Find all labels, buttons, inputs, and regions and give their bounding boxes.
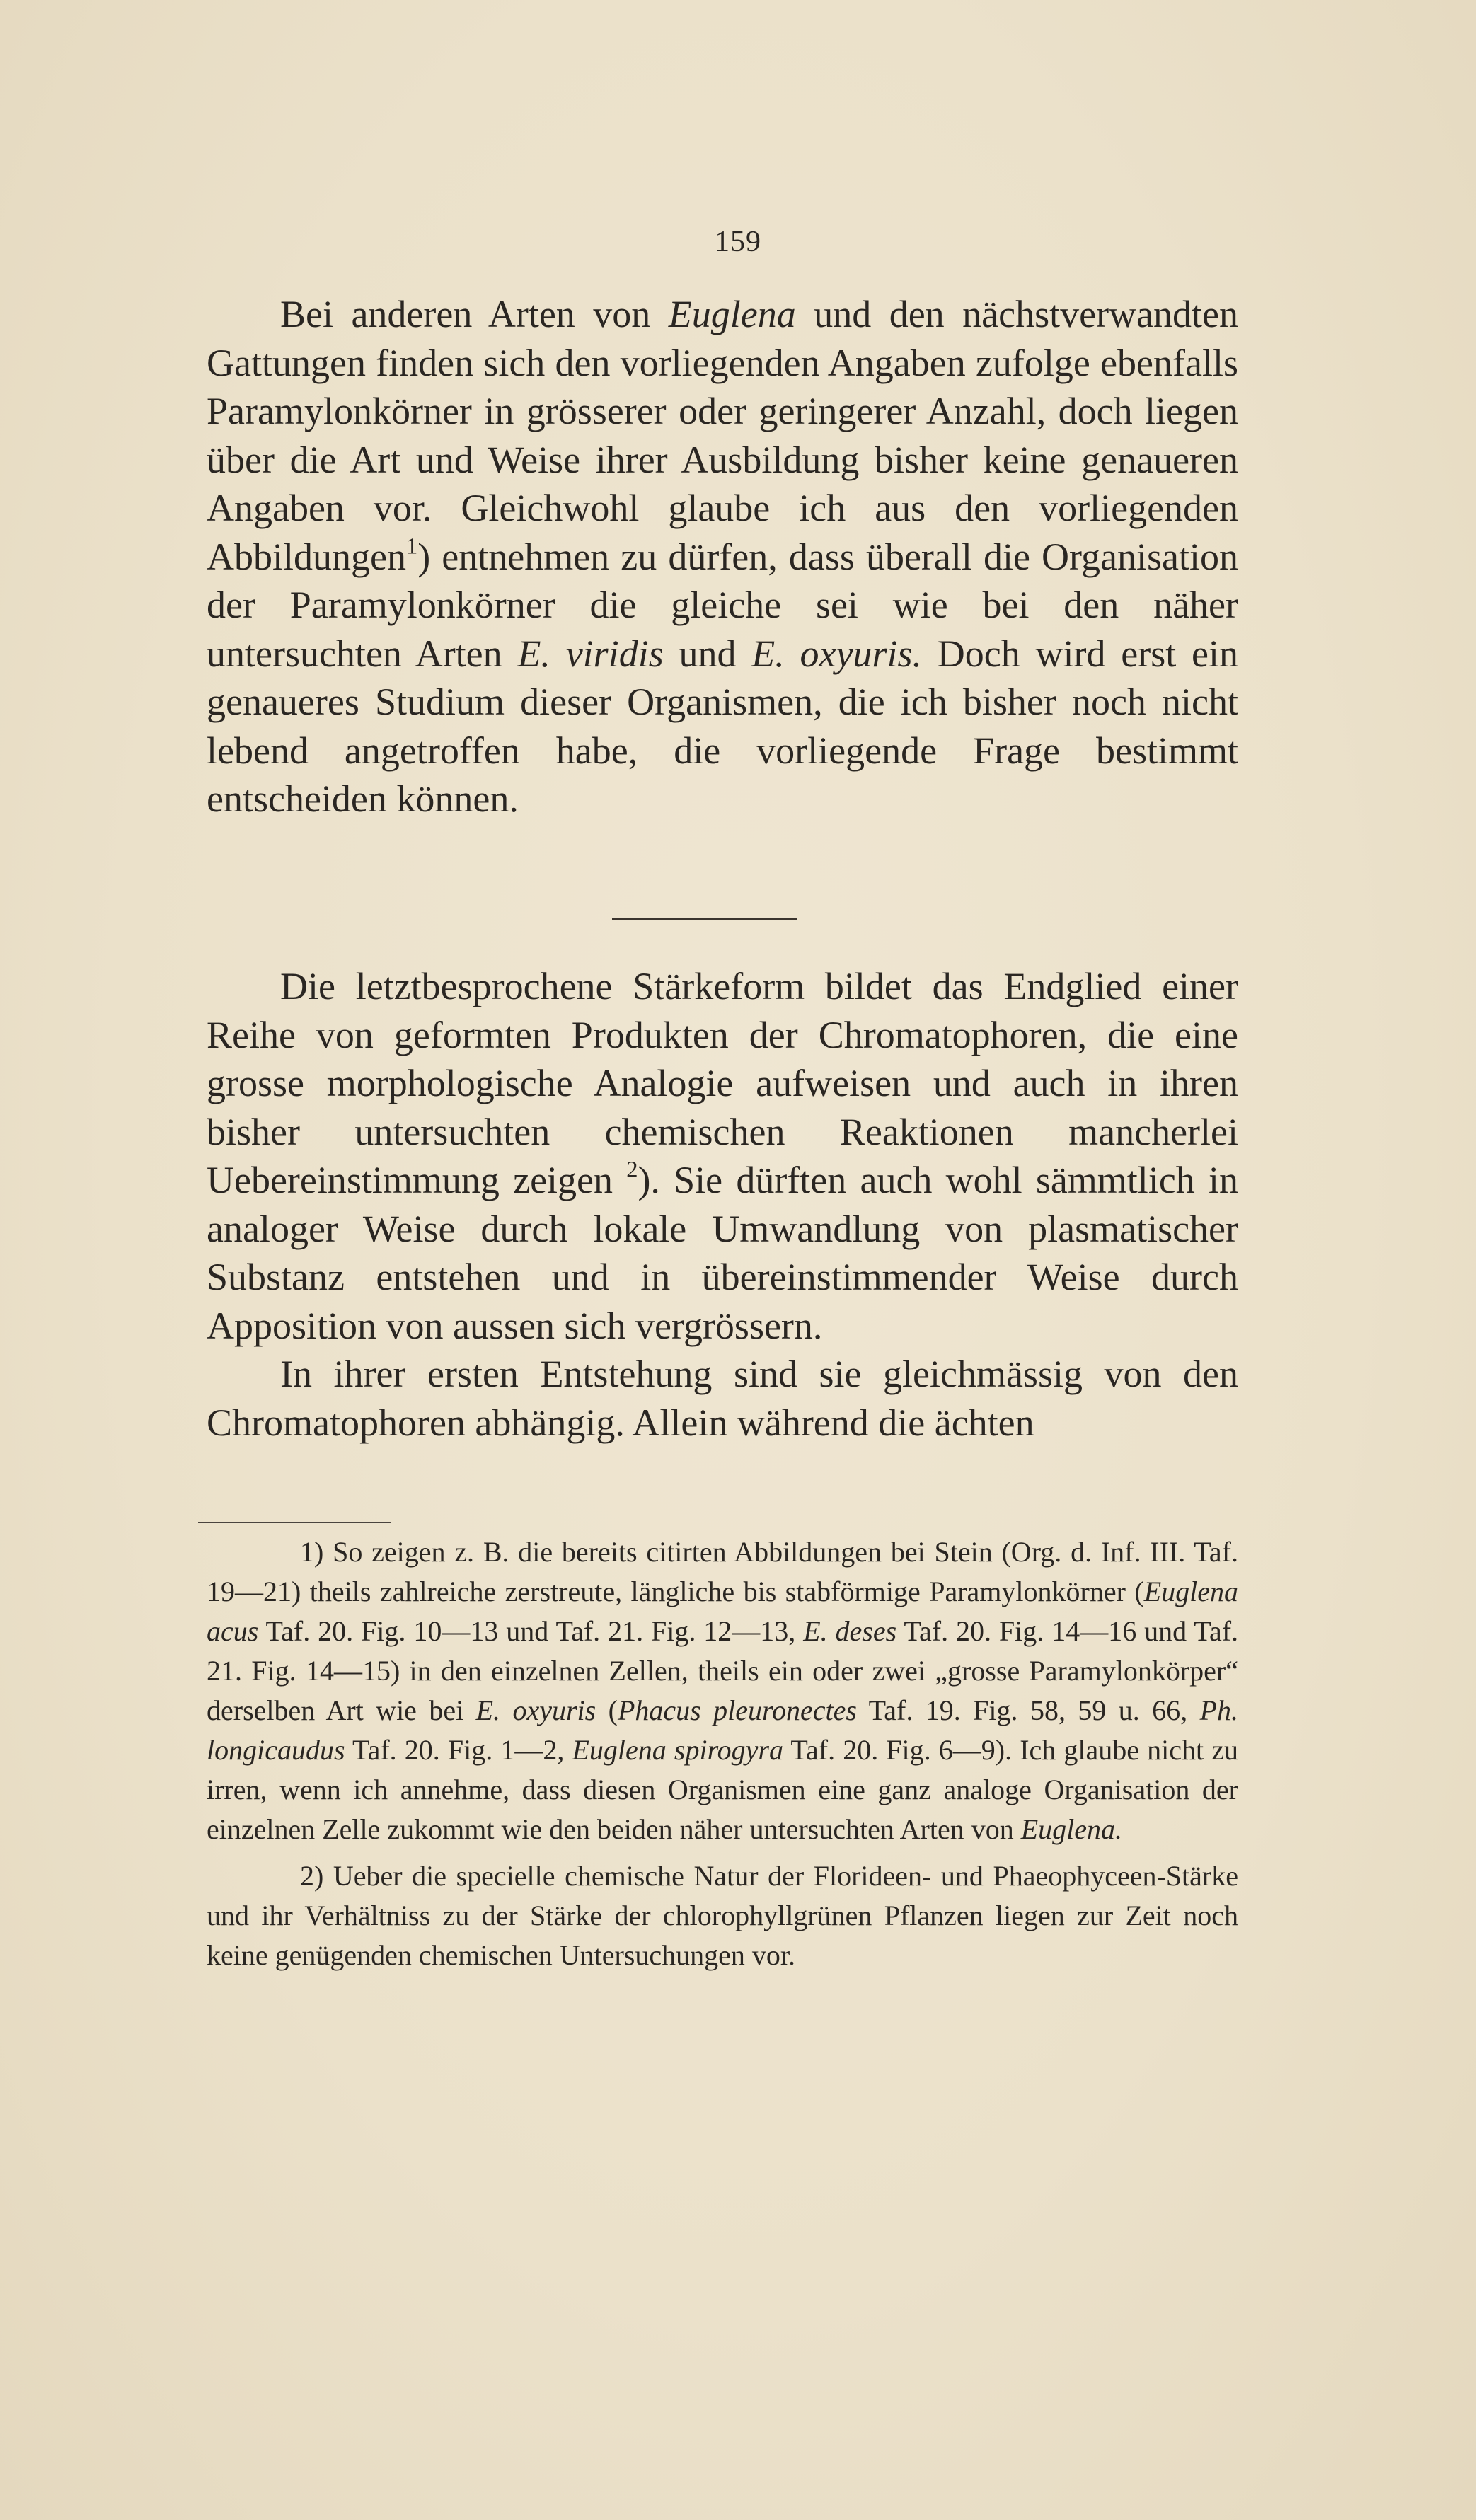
fn1-text-1: 1) So zeigen z. B. die bereits citirten Abbildungen bei Stein (Org. d. Inf. III. Taf. 19—21) theils zahlreiche zerstreute, längliche bis stabförmige Paramylonkörner ( [207, 1536, 1238, 1607]
fn1-text-3: Taf. 20. Fig. 14—16 und Taf. 21. Fig. 14—15) in den einzelnen Zellen, theils ein oder zwei „grosse Paramylonkörper“ derselben Art wie bei [207, 1615, 1239, 1726]
footnote-rule [198, 1522, 391, 1523]
body-paragraph-1 [207, 290, 1238, 823]
para1-text-3: ) entnehmen zu dürfen, dass überall die Organisation der Paramylonkörner die gleiche sei wie bei den näher untersuchten Arten [207, 535, 1238, 675]
fn1-italic-5: Ph. longicaudus [207, 1694, 1238, 1766]
fn1-italic-2: E. deses [803, 1615, 897, 1647]
footnote-2 [207, 1856, 1238, 1975]
body-paragraph-2 [207, 962, 1238, 1447]
para2-text-2: ). Sie dürften auch wohl sämmtlich in analoger Weise durch lokale Umwandlung von plasmatischer Substanz entstehen und in übereinstimmender Weise durch Apposition von aussen sich vergrössern. [207, 1159, 1238, 1347]
para1-italic-euglena: Euglena [668, 293, 796, 335]
para1-italic-oxyuris: E. oxyuris. [751, 632, 923, 675]
para1-text-2: und den nächstverwandten Gattungen finden sich den vorliegenden Angaben zufolge ebenfalls Paramylonkörner in grösserer oder geringerer Anzahl, doch liegen über die Art und Weise ihrer Ausbildung bisher keine genaueren Angaben vor. Gleichwohl glaube ich aus den vorliegenden Abbildungen [207, 293, 1238, 578]
para3-text-1: In ihrer ersten Entstehung sind sie gleichmässig von den Chromatophoren abhängig. Allein während die ächten [207, 1353, 1238, 1444]
para1-text-5: Doch wird erst ein genaueres Studium dieser Organismen, die ich bisher noch nicht lebend angetroffen habe, die vorliegende Frage bestimmt entscheiden können. [207, 632, 1239, 820]
fn1-italic-4: Phacus pleuronectes [617, 1694, 857, 1726]
fn1-text-4: ( [596, 1694, 618, 1726]
fn1-italic-6: Euglena spirogyra [572, 1734, 783, 1766]
footnotes [207, 1532, 1238, 1975]
footnote-ref-1: 1 [405, 533, 418, 559]
page-number: 159 [715, 226, 761, 258]
fn1-italic-7: Euglena. [1020, 1813, 1123, 1845]
fn1-italic-1: Euglena acus [207, 1576, 1238, 1647]
paragraph-origin [207, 1350, 1238, 1447]
footnote-ref-2: 2 [626, 1157, 638, 1183]
fn2-text-1: 2) Ueber die specielle chemische Natur der Florideen- und Phaeophyceen-Stärke und ihr Verhältniss zu der Stärke der chlorophyllgrünen Pflanzen liegen zur Zeit noch keine genügenden chemischen Untersuchungen vor. [207, 1860, 1238, 1971]
para2-text-1: Die letztbesprochene Stärkeform bildet das Endglied einer Reihe von geformten Produkten der Chromatophoren, die eine grosse morphologische Analogie aufweisen und auch in ihren bisher untersuchten chemischen Reaktionen mancherlei Uebereinstimmung zeigen [207, 965, 1238, 1201]
fn1-text-7: Taf. 20. Fig. 6—9). Ich glaube nicht zu irren, wenn ich annehme, dass diesen Organismen eine ganz analoge Organisation der einzelnen Zelle zukommt wie den beiden näher untersuchten Arten von [207, 1734, 1238, 1845]
para1-text-4: und [663, 632, 752, 675]
para1-italic-viridis: E. viridis [517, 632, 664, 675]
paragraph-starch-forms [207, 962, 1238, 1350]
footnote-1 [207, 1532, 1238, 1849]
para1-text-1: Bei anderen Arten von [280, 293, 669, 335]
fn1-text-6: Taf. 20. Fig. 1—2, [345, 1734, 572, 1766]
fn1-italic-3: E. oxyuris [475, 1694, 596, 1726]
fn1-text-5: Taf. 19. Fig. 58, 59 u. 66, [856, 1694, 1200, 1726]
section-separator [612, 918, 797, 920]
fn1-text-2: Taf. 20. Fig. 10—13 und Taf. 21. Fig. 12—13, [258, 1615, 804, 1647]
paragraph-euglena-paramylon [207, 290, 1238, 823]
